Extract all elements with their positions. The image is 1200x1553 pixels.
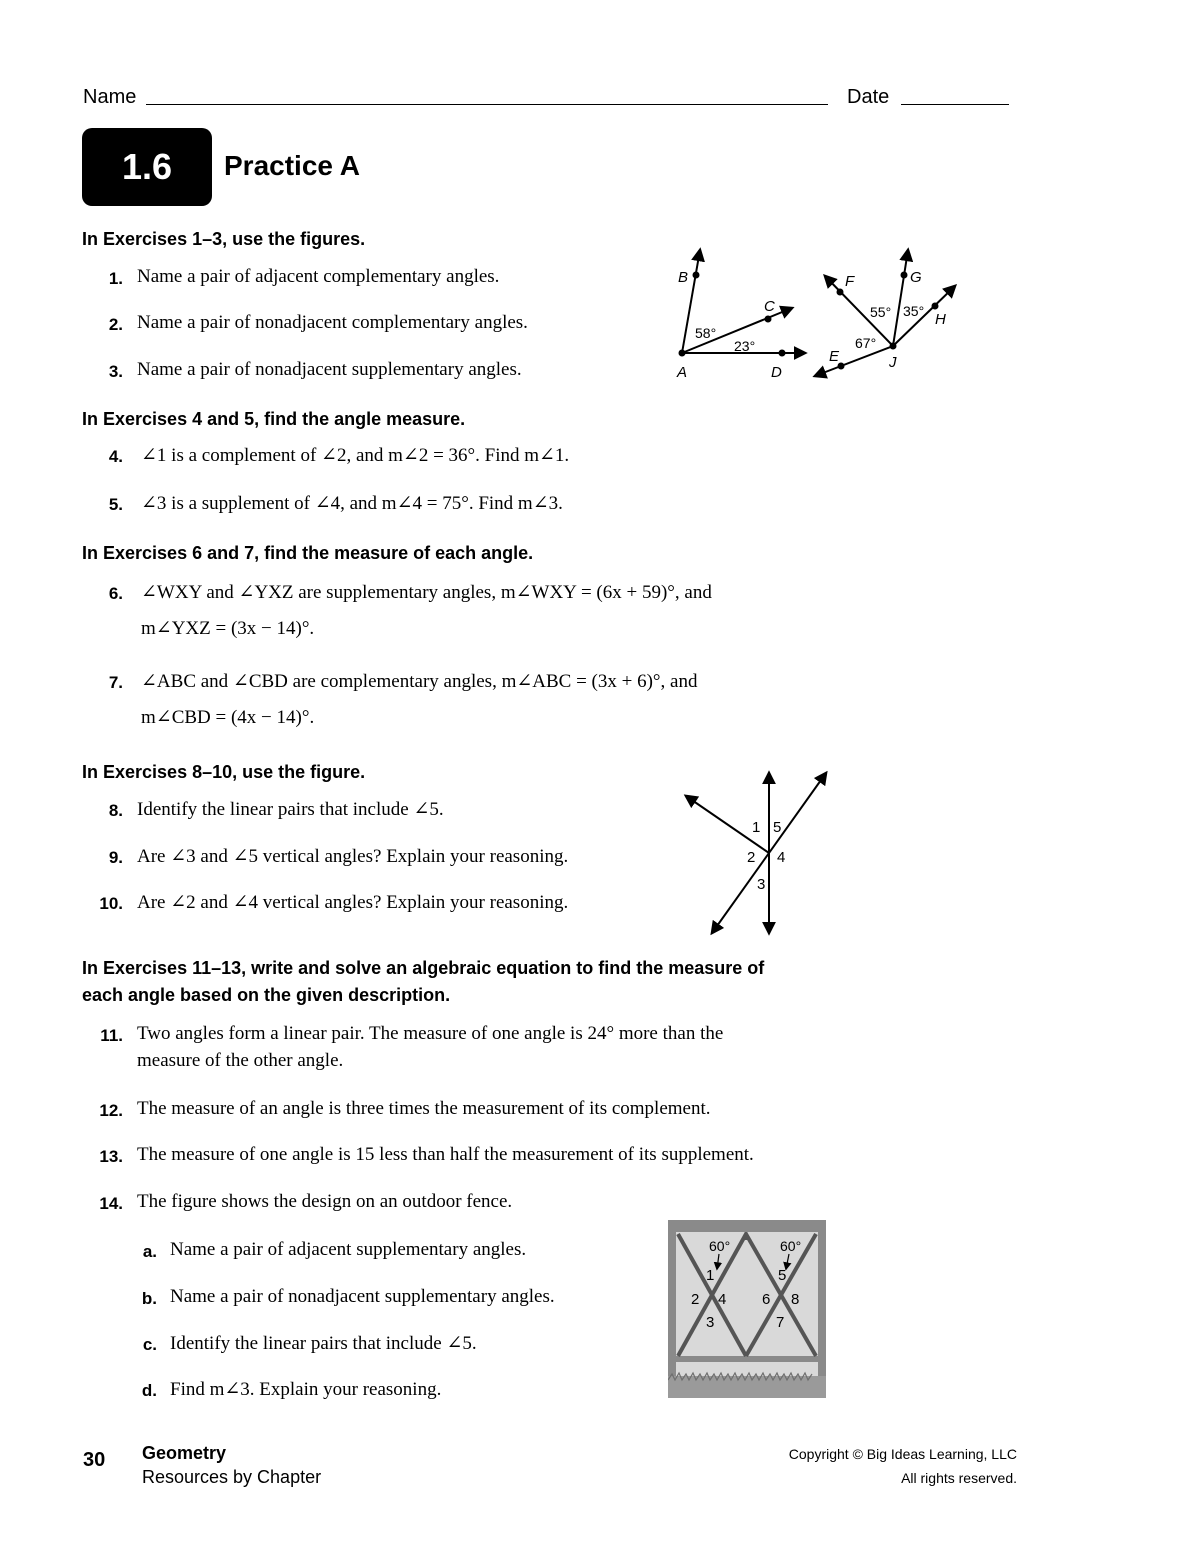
subpart-letter: d.: [141, 1381, 157, 1400]
fence-figure: [668, 1220, 826, 1398]
subpart-text: Identify the linear pairs that include ∠5.: [170, 1333, 477, 1354]
exercise-text: m∠CBD = (4x − 14)°.: [141, 707, 315, 728]
date-label: Date: [847, 86, 890, 108]
exercise-text: Name a pair of nonadjacent supplementary angles.: [137, 359, 522, 380]
copyright-notice: Copyright © Big Ideas Learning, LLC: [788, 1446, 1017, 1462]
exercise-text: Name a pair of nonadjacent complementary angles.: [137, 312, 528, 333]
angle-number: 3: [757, 876, 766, 893]
angle-label: 55°: [870, 304, 892, 320]
angle-number: 4: [777, 849, 786, 866]
exercise-text: Are ∠3 and ∠5 vertical angles? Explain your reasoning.: [137, 846, 569, 867]
exercise-text: ∠1 is a complement of ∠2, and m∠2 = 36°. Find m∠1.: [141, 445, 570, 466]
exercise-number: 4.: [108, 447, 123, 466]
subpart-letter: a.: [142, 1242, 157, 1261]
exercise-text: Are ∠2 and ∠4 vertical angles? Explain your reasoning.: [137, 892, 569, 913]
point-label: J: [889, 354, 897, 371]
angle-label: 60°: [709, 1238, 731, 1254]
fence-background: [668, 1220, 826, 1398]
point-label: B: [678, 269, 689, 286]
angle-number: 1: [752, 819, 761, 836]
angle-figure-j: [805, 240, 965, 385]
section-number: 1.6: [121, 146, 173, 187]
angle-label: 23°: [734, 338, 756, 354]
angle-number: 7: [776, 1314, 785, 1331]
fence-right-post: [818, 1220, 826, 1398]
exercise-text: measure of the other angle.: [137, 1050, 344, 1071]
angle-figure-a: [660, 240, 810, 385]
exercise-number: 13.: [99, 1147, 123, 1166]
exercise-text: ∠WXY and ∠YXZ are supplementary angles, m∠WXY = (6x + 59)°, and: [141, 582, 712, 603]
exercise-text: The measure of one angle is 15 less than half the measurement of its supplement.: [137, 1144, 754, 1165]
exercise-number: 7.: [108, 673, 123, 692]
section-heading-5: In Exercises 11–13, write and solve an algebraic equation to find the measure of: [82, 958, 765, 978]
point-j: [890, 343, 897, 350]
angle-label: 60°: [780, 1238, 802, 1254]
section-heading-1: In Exercises 1–3, use the figures.: [82, 229, 366, 249]
book-subtitle: Resources by Chapter: [142, 1467, 322, 1487]
subpart-text: Name a pair of adjacent supplementary angles.: [170, 1239, 527, 1260]
exercise-text: The measure of an angle is three times the measurement of its complement.: [137, 1098, 711, 1119]
exercise-number: 6.: [108, 584, 123, 603]
angle-label: 58°: [695, 325, 717, 341]
point-g: [901, 272, 908, 279]
exercise-text: m∠YXZ = (3x − 14)°.: [141, 618, 315, 639]
angle-number: 4: [718, 1291, 727, 1308]
point-h: [932, 303, 939, 310]
fence-top-rail: [668, 1220, 826, 1232]
angle-number: 2: [691, 1291, 700, 1308]
exercise-number: 10.: [99, 894, 123, 913]
angle-number: 5: [778, 1267, 787, 1284]
section-heading-5-cont: each angle based on the given description.: [82, 985, 451, 1005]
exercise-number: 8.: [108, 801, 123, 820]
point-label: A: [677, 364, 688, 381]
point-b: [693, 272, 700, 279]
point-label: G: [910, 269, 922, 286]
date-field[interactable]: [901, 104, 1009, 105]
angle-number: 2: [747, 849, 756, 866]
angle-label: 67°: [855, 335, 877, 351]
exercise-text: ∠ABC and ∠CBD are complementary angles, m∠ABC = (3x + 6)°, and: [141, 671, 698, 692]
page-title: Practice A: [224, 150, 360, 181]
point-c: [765, 316, 772, 323]
angle-number: 8: [791, 1291, 800, 1308]
subpart-letter: b.: [141, 1289, 157, 1308]
ray-jg: [893, 250, 908, 346]
angle-number: 3: [706, 1314, 715, 1331]
angle-number: 6: [762, 1291, 771, 1308]
point-label: C: [764, 298, 775, 315]
exercise-text: Name a pair of adjacent complementary angles.: [137, 266, 500, 287]
fence-left-post: [668, 1220, 676, 1398]
section-badge: [82, 128, 212, 206]
section-heading-4: In Exercises 8–10, use the figure.: [82, 762, 366, 782]
angle-label: 35°: [903, 303, 925, 319]
fence-grass: [668, 1376, 826, 1398]
exercise-number: 12.: [99, 1101, 123, 1120]
point-label: F: [845, 273, 855, 290]
ray-je: [815, 346, 893, 376]
subpart-text: Name a pair of nonadjacent supplementary angles.: [170, 1286, 555, 1307]
subpart-text: Find m∠3. Explain your reasoning.: [170, 1379, 442, 1400]
angle-number: 1: [706, 1267, 715, 1284]
exercise-number: 1.: [108, 269, 123, 288]
exercise-text: Two angles form a linear pair. The measure of one angle is 24° more than the: [137, 1023, 724, 1044]
point-a: [679, 350, 686, 357]
exercise-number: 9.: [108, 848, 123, 867]
point-f: [837, 289, 844, 296]
name-field[interactable]: [146, 104, 828, 105]
exercise-text: ∠3 is a supplement of ∠4, and m∠4 = 75°. Find m∠3.: [141, 493, 563, 514]
exercise-text: Identify the linear pairs that include ∠5.: [137, 799, 444, 820]
section-heading-3: In Exercises 6 and 7, find the measure of each angle.: [82, 543, 534, 563]
subpart-letter: c.: [142, 1335, 157, 1354]
rights-notice: All rights reserved.: [901, 1470, 1017, 1486]
intersecting-lines-figure: [680, 765, 840, 940]
exercise-text: The figure shows the design on an outdoor fence.: [137, 1191, 513, 1212]
exercise-number: 2.: [108, 315, 123, 334]
point-d: [779, 350, 786, 357]
exercise-number: 3.: [108, 362, 123, 381]
point-label: E: [829, 348, 840, 365]
section-heading-2: In Exercises 4 and 5, find the angle measure.: [82, 409, 466, 429]
fence-bottom-rail: [668, 1356, 826, 1362]
name-label: Name: [83, 86, 137, 108]
point-label: D: [771, 364, 782, 381]
angle-number: 5: [773, 819, 782, 836]
exercise-number: 14.: [99, 1194, 123, 1213]
book-title: Geometry: [142, 1443, 227, 1463]
page-number: 30: [83, 1449, 106, 1471]
exercise-number: 11.: [100, 1026, 123, 1045]
point-label: H: [935, 311, 946, 328]
exercise-number: 5.: [108, 495, 123, 514]
